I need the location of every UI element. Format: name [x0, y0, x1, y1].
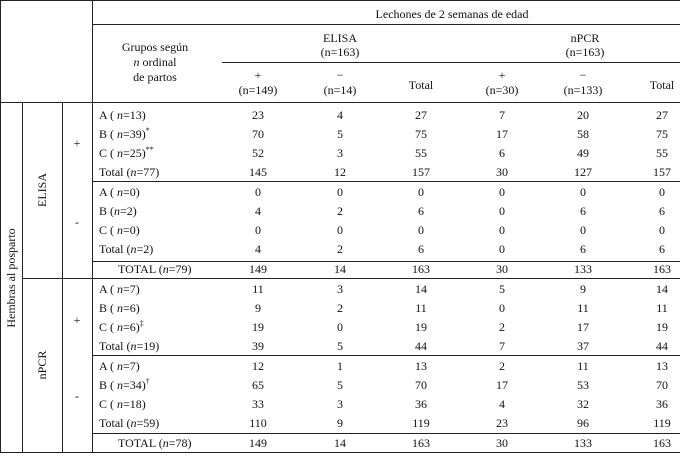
table-cell: 6 — [418, 204, 424, 218]
side-label: Hembras al posparto — [4, 228, 18, 328]
table-cell: 27 — [415, 108, 427, 122]
table-cell: 1 — [337, 359, 343, 373]
npcr-column-n: (n=163) — [565, 45, 605, 59]
table-cell: 0 — [499, 301, 505, 315]
table-cell: 30 — [496, 436, 508, 450]
table-cell: 119 — [653, 416, 671, 430]
row-label: B ( n=6) — [99, 301, 140, 315]
subhead-elisa-total: Total — [408, 78, 434, 92]
row-label: Total (n=19) — [99, 339, 160, 353]
table-cell: 17 — [496, 378, 508, 392]
table-cell: 11 — [577, 301, 589, 315]
groups-header-line1: Grupos según — [121, 40, 189, 54]
table-cell: 55 — [415, 146, 427, 160]
row-label: C ( n=18) — [99, 397, 146, 411]
row-label: Total (n=2) — [99, 242, 154, 256]
table-cell: 3 — [337, 282, 343, 296]
subhead-npcr-total: Total — [649, 78, 675, 92]
table-cell: 55 — [656, 146, 668, 160]
table-cell: 149 — [249, 262, 267, 276]
table-cell: 127 — [574, 165, 592, 179]
table-cell: 0 — [659, 185, 665, 199]
table-cell: 157 — [653, 165, 671, 179]
table-cell: 5 — [337, 378, 343, 392]
subhead-elisa-neg-sign: − — [336, 68, 344, 82]
table-cell: 13 — [656, 359, 668, 373]
table-cell: 163 — [412, 262, 430, 276]
table-cell: 96 — [577, 416, 589, 430]
table-cell: 27 — [656, 108, 668, 122]
table-cell: 7 — [499, 339, 505, 353]
table-cell: 39 — [252, 339, 264, 353]
table-cell: 19 — [656, 320, 668, 334]
table-cell: 9 — [580, 282, 586, 296]
table-cell: 65 — [252, 378, 264, 392]
table-cell: 0 — [499, 185, 505, 199]
table-cell: 2 — [499, 320, 505, 334]
table-cell: 2 — [337, 242, 343, 256]
groups-header-line2: n ordinal — [133, 55, 177, 69]
table-cell: 9 — [255, 301, 261, 315]
table-cell: 7 — [499, 108, 505, 122]
rule-header-bottom — [0, 102, 680, 103]
table-cell: 52 — [252, 146, 264, 160]
row-label: C ( n=6)‡ — [99, 319, 144, 334]
table-cell: 9 — [337, 416, 343, 430]
table-cell: 75 — [415, 127, 427, 141]
row-label: A ( n=7) — [99, 282, 140, 296]
row-label: B ( n=34)† — [99, 377, 150, 392]
table-cell: 11 — [252, 282, 264, 296]
row-label: A ( n=7) — [99, 359, 140, 373]
table-cell: 53 — [577, 378, 589, 392]
table-cell: 14 — [415, 282, 427, 296]
table-cell: 2 — [499, 359, 505, 373]
table-cell: 6 — [659, 242, 665, 256]
table-cell: 30 — [496, 165, 508, 179]
rule-top — [0, 0, 680, 1]
table-cell: 6 — [659, 204, 665, 218]
elisa-column-n: (n=163) — [320, 45, 360, 59]
rule-side-label — [22, 102, 23, 453]
table-cell: 0 — [499, 242, 505, 256]
rule-bottom — [0, 452, 680, 453]
table-cell: 0 — [255, 185, 261, 199]
table-cell: 0 — [418, 223, 424, 237]
table-cell: 30 — [496, 262, 508, 276]
table-cell: 0 — [580, 185, 586, 199]
elisa-column-title: ELISA — [323, 31, 357, 45]
table-cell: 3 — [337, 146, 343, 160]
table-cell: 2 — [337, 204, 343, 218]
rule-group-column — [92, 0, 93, 453]
table-cell: 17 — [496, 127, 508, 141]
rule-under-title — [92, 24, 680, 25]
groups-header-line3: de partos — [133, 70, 177, 84]
table-cell: 5 — [337, 339, 343, 353]
table-cell: 23 — [252, 108, 264, 122]
subhead-elisa-pos-n: (n=149) — [238, 83, 278, 97]
sign-npcr-negative: - — [75, 389, 79, 403]
table-cell: 0 — [499, 223, 505, 237]
table-cell: 44 — [656, 339, 668, 353]
table-cell: 6 — [580, 204, 586, 218]
table-cell: 0 — [255, 223, 261, 237]
table-cell: 5 — [337, 127, 343, 141]
rule-left-edge — [0, 0, 1, 453]
table-cell: 163 — [653, 436, 671, 450]
subhead-npcr-pos-sign: + — [498, 68, 506, 82]
subhead-npcr-neg-sign: − — [579, 68, 587, 82]
table-cell: 36 — [415, 397, 427, 411]
table-cell: 4 — [255, 204, 261, 218]
rule-elisa-block-end — [22, 278, 680, 279]
table-cell: 6 — [580, 242, 586, 256]
table-cell: 19 — [415, 320, 427, 334]
table-cell: 14 — [334, 262, 346, 276]
table-cell: 157 — [412, 165, 430, 179]
table-cell: 19 — [252, 320, 264, 334]
table-cell: 4 — [499, 397, 505, 411]
table-cell: 12 — [334, 165, 346, 179]
rule-npcr-plus-total — [92, 355, 680, 356]
row-label: A ( n=0) — [99, 185, 140, 199]
table-cell: 20 — [577, 108, 589, 122]
table-cell: 6 — [418, 242, 424, 256]
sign-npcr-positive: + — [73, 313, 81, 327]
rule-elisa-plus-total — [92, 181, 680, 182]
table-cell: 0 — [337, 320, 343, 334]
table-cell: 0 — [580, 223, 586, 237]
row-label: B ( n=39)* — [99, 126, 150, 141]
table-cell: 2 — [337, 301, 343, 315]
table-cell: 44 — [415, 339, 427, 353]
table-cell: 49 — [577, 146, 589, 160]
table-cell: 11 — [415, 301, 427, 315]
table-cell: 110 — [249, 416, 267, 430]
subhead-npcr-neg-n: (n=133) — [563, 83, 603, 97]
rule-npcr-minus-total — [92, 433, 680, 434]
table-cell: 133 — [574, 436, 592, 450]
table-cell: 6 — [499, 146, 505, 160]
subhead-elisa-neg-n: (n=14) — [323, 83, 357, 97]
table-cell: 32 — [577, 397, 589, 411]
table-cell: 3 — [337, 397, 343, 411]
table-cell: 145 — [249, 165, 267, 179]
row-label: Total (n=59) — [99, 416, 160, 430]
table-cell: 133 — [574, 262, 592, 276]
row-label: TOTAL (n=78) — [118, 436, 192, 450]
table-cell: 70 — [656, 378, 668, 392]
block-label-npcr: nPCR — [35, 350, 49, 380]
block-label-elisa: ELISA — [35, 173, 49, 207]
table-cell: 0 — [418, 185, 424, 199]
subhead-npcr-pos-n: (n=30) — [485, 83, 519, 97]
row-label: C ( n=25)** — [99, 145, 154, 160]
rule-under-method — [222, 62, 680, 63]
sign-elisa-positive: + — [73, 136, 81, 150]
subhead-elisa-pos-sign: + — [254, 68, 262, 82]
row-label: A ( n=13) — [99, 108, 146, 122]
row-label: TOTAL (n=79) — [118, 262, 192, 276]
table-title: Lechones de 2 semanas de edad — [375, 7, 529, 21]
table-cell: 33 — [252, 397, 264, 411]
table-cell: 23 — [496, 416, 508, 430]
table-cell: 149 — [249, 436, 267, 450]
table-cell: 12 — [252, 359, 264, 373]
npcr-column-title: nPCR — [570, 31, 600, 45]
table-cell: 70 — [415, 378, 427, 392]
row-label: B (n=2) — [99, 204, 137, 218]
sign-elisa-negative: - — [75, 215, 79, 229]
table-cell: 14 — [334, 436, 346, 450]
table-cell: 0 — [659, 223, 665, 237]
table-cell: 0 — [337, 185, 343, 199]
table-cell: 11 — [577, 359, 589, 373]
table-cell: 37 — [577, 339, 589, 353]
table-cell: 14 — [656, 282, 668, 296]
table-cell: 0 — [499, 204, 505, 218]
row-label: Total (n=77) — [99, 165, 160, 179]
table-cell: 4 — [255, 242, 261, 256]
table-cell: 4 — [337, 108, 343, 122]
table-cell: 13 — [415, 359, 427, 373]
table-cell: 36 — [656, 397, 668, 411]
row-label: C ( n=0) — [99, 223, 140, 237]
table-cell: 58 — [577, 127, 589, 141]
table-cell: 11 — [656, 301, 668, 315]
table-cell: 70 — [252, 127, 264, 141]
table-cell: 163 — [653, 262, 671, 276]
rule-block-label — [62, 102, 63, 453]
table-cell: 119 — [412, 416, 430, 430]
table-cell: 75 — [656, 127, 668, 141]
table-cell: 17 — [577, 320, 589, 334]
table-cell: 163 — [412, 436, 430, 450]
table-cell: 0 — [337, 223, 343, 237]
table-cell: 5 — [499, 282, 505, 296]
